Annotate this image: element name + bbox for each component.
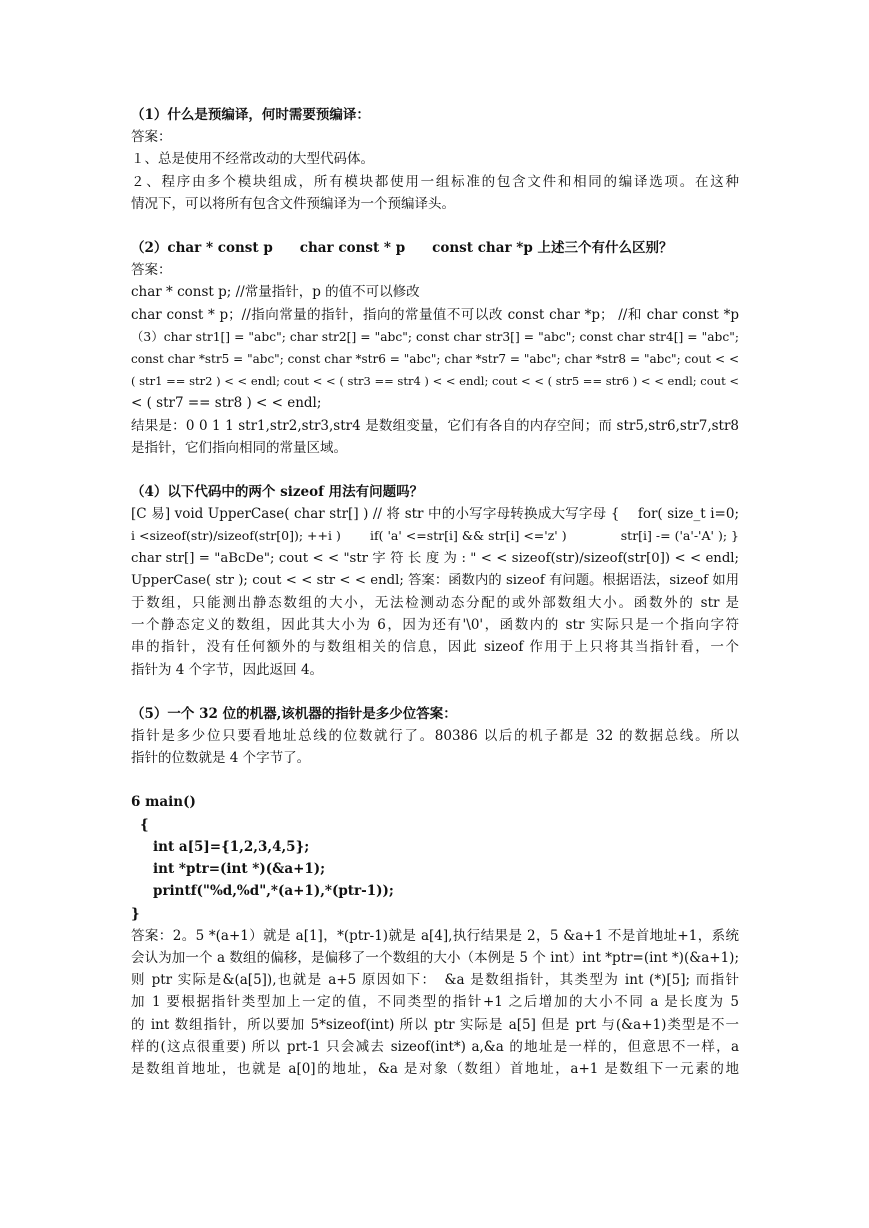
q2-line-2: char const * p；//指向常量的指针，指向的常量值不可以改 const char *p； //和 char const *p [131,306,739,323]
document-page [131,104,739,1080]
q5-line-2: 指针的位数就是 4 个字节了。 [131,750,311,767]
q1-line-2: ２、程序由多个模块组成，所有模块都使用一组标准的包含文件和相同的编译选项。在这种 [131,173,739,190]
q4-title: （4）以下代码中的两个 sizeof 用法有问题吗？ [131,484,424,501]
q6-line-3: 则 ptr 实际是&(a[5]),也就是 a+5 原因如下： &a 是数组指针，其类型为 int (*)[5]; 而指针 [131,972,739,989]
q2-line-1: char * const p; //常量指针，p 的值不可以修改 [131,284,420,301]
q5-title: （5）一个 32 位的机器,该机器的指针是多少位答案： [131,705,457,722]
q4-line-5: 于数组，只能测出静态数组的大小，无法检测动态分配的或外部数组大小。函数外的 str 是 [131,595,739,612]
q3-result-line-2: 是指针，它们指向相同的常量区域。 [131,439,347,456]
q6-code-line-5: printf("%d,%d",*(a+1),*(ptr-1)); [153,883,394,900]
q6-code-line-3: int a[5]={1,2,3,4,5}; [153,838,310,855]
q6-code-line-2: { [140,816,149,833]
q6-line-4: 加 1 要根据指针类型加上一定的值，不同类型的指针+1 之后增加的大小不同 a 是长度为 5 [131,994,739,1011]
q4-line-3: char str[] = "aBcDe"; cout < < "str 字 符 长 度 为 : " < < sizeof(str)/sizeof(str[0]) < < endl; [131,550,739,566]
q1-line-3: 情况下，可以将所有包含文件预编译为一个预编译头。 [131,195,455,212]
q4-line-2: i <sizeof(str)/sizeof(str[0]); ++i ) if( 'a' <=str[i] && str[i] <='z' ) str[i] -= ('a'-'A' ); } [131,528,739,544]
q3-line-4: < ( str7 == str8 ) < < endl; [131,395,322,412]
q6-code-line-1: 6 main() [131,794,196,811]
q4-line-7: 串的指针，没有任何额外的与数组相关的信息，因此 sizeof 作用于上只将其当指针看，一个 [131,639,739,656]
q6-line-6: 样的(这点很重要) 所以 prt-1 只会减去 sizeof(int*) a,&a 的地址是一样的，但意思不一样，a [131,1038,739,1055]
q4-line-8: 指针为 4 个字节，因此返回 4。 [131,661,324,678]
q1-title: （1）什么是预编译，何时需要预编译： [131,107,370,123]
q1-answer-label: 答案： [131,129,172,146]
spacer [131,769,739,791]
q6-code-line-6: } [131,905,140,922]
q6-line-7: 是数组首地址，也就是 a[0]的地址，&a 是对象（数组）首地址，a+1 是数组下一元素的地 [131,1060,739,1077]
q4-line-1: [C 易] void UpperCase( char str[] ) // 将 str 中的小写字母转换成大写字母 { for( size_t i=0; [131,506,739,523]
q3-line-3: ( str1 == str2 ) < < endl; cout < < ( str3 == str4 ) < < endl; cout < < ( str5 == str6 ) < < endl; cout < [131,374,739,389]
q6-line-5: 的 int 数组指针，所以要加 5*sizeof(int) 所以 ptr 实际是 a[5] 但是 prt 与(&a+1)类型是不一 [131,1016,739,1033]
q3-line-2: const char *str5 = "abc"; const char *str6 = "abc"; char *str7 = "abc"; char *str8 = "abc"; cout < < [131,352,739,367]
q4-line-4: UpperCase( str ); cout < < str < < endl; 答案：函数内的 sizeof 有问题。根据语法，sizeof 如用 [131,572,739,588]
q6-code-line-4: int *ptr=(int *)(&a+1); [153,861,326,878]
q2-answer-label: 答案： [131,262,172,279]
q3-result-line-1: 结果是：0 0 1 1 str1,str2,str3,str4 是数组变量，它们有各自的内存空间；而 str5,str6,str7,str8 [131,417,739,434]
q4-line-6: 一个静态定义的数组，因此其大小为 6，因为还有'\0'，函数内的 str 实际只是一个指向字符 [131,617,739,634]
spacer [131,459,739,481]
q5-line-1: 指针是多少位只要看地址总线的位数就行了。80386 以后的机子都是 32 的数据总线。所以 [131,728,739,745]
q6-line-1: 答案：2。5 *(a+1）就是 a[1]，*(ptr-1)就是 a[4],执行结果是 2，5 &a+1 不是首地址+1，系统 [131,927,739,944]
q6-line-2: 会认为加一个 a 数组的偏移，是偏移了一个数组的大小（本例是 5 个 int）int *ptr=(int *)(&a+1); [131,949,739,966]
spacer [131,681,739,703]
spacer [131,215,739,237]
q2-title: （2）char * const p char const * p const char *p 上述三个有什么区别？ [131,240,673,257]
q1-line-1: １、总是使用不经常改动的大型代码体。 [131,151,374,168]
q3-line-1: （3）char str1[] = "abc"; char str2[] = "abc"; const char str3[] = "abc"; const char str4[] = "abc"; [131,329,739,344]
